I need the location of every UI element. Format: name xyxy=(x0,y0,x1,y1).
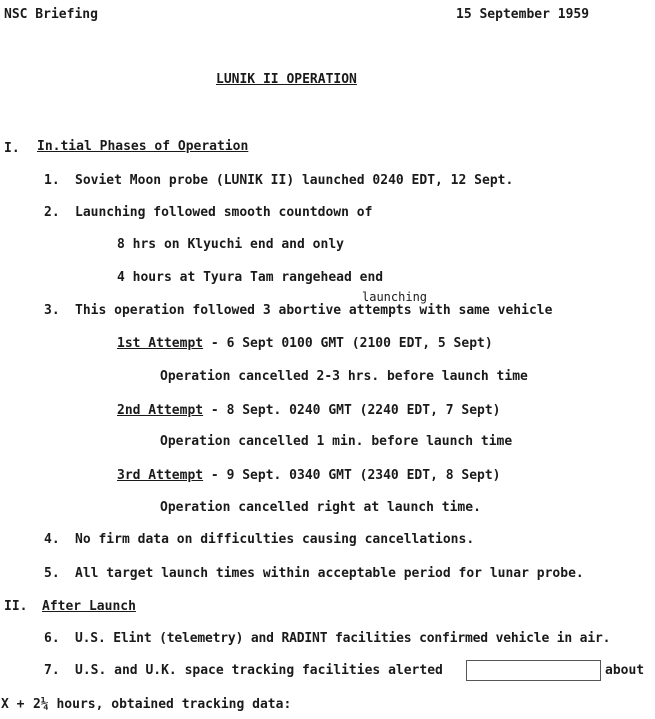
item-3-number: 3. xyxy=(44,303,60,318)
item-7-after: about xyxy=(605,663,645,678)
item-2-text: Launching followed smooth countdown of xyxy=(75,205,373,220)
header-date: 15 September 1959 xyxy=(456,7,590,22)
attempt-2-label: 2nd Attempt xyxy=(117,403,204,418)
item-5-text: All target launch times within acceptable period for lunar probe. xyxy=(75,566,584,581)
item-7-number: 7. xyxy=(44,663,60,678)
item-2-line-3: 4 hours at Tyura Tam rangehead end xyxy=(117,270,384,285)
document-title: LUNIK II OPERATION xyxy=(216,72,357,87)
item-1-text: Soviet Moon probe (LUNIK II) launched 0240 EDT, 12 Sept. xyxy=(75,173,514,188)
item-6-number: 6. xyxy=(44,631,60,646)
attempt-3 xyxy=(117,468,501,484)
attempt-1-label: 1st Attempt xyxy=(117,336,204,351)
item-4-text: No firm data on difficulties causing cancellations. xyxy=(75,532,475,547)
section-1-heading: In.tial Phases of Operation xyxy=(37,139,249,154)
attempt-3-label: 3rd Attempt xyxy=(117,468,204,483)
item-5-number: 5. xyxy=(44,566,60,581)
attempt-1-detail: - 6 Sept 0100 GMT (2100 EDT, 5 Sept) xyxy=(203,336,493,351)
attempt-2-note: Operation cancelled 1 min. before launch time xyxy=(160,434,513,449)
item-3-insertion: launching xyxy=(362,290,428,304)
header-left: NSC Briefing xyxy=(4,7,98,22)
attempt-3-detail: - 9 Sept. 0340 GMT (2340 EDT, 8 Sept) xyxy=(203,468,501,483)
section-1-numeral: I. xyxy=(4,141,20,156)
item-2-line-2: 8 hrs on Klyuchi end and only xyxy=(117,237,344,252)
item-1-number: 1. xyxy=(44,173,60,188)
attempt-3-note: Operation cancelled right at launch time. xyxy=(160,500,481,515)
item-7-text: U.S. and U.K. space tracking facilities alerted xyxy=(75,663,443,678)
continuation-text: 2¼ hours, obtained tracking data: xyxy=(33,697,292,712)
item-3-text: This operation followed 3 abortive attempts with same vehicle xyxy=(75,303,553,318)
section-2-heading: After Launch xyxy=(42,599,136,614)
item-6-text: U.S. Elint (telemetry) and RADINT facilities confirmed vehicle in air. xyxy=(75,631,611,646)
item-4-number: 4. xyxy=(44,532,60,547)
attempt-2-detail: - 8 Sept. 0240 GMT (2240 EDT, 7 Sept) xyxy=(203,403,501,418)
attempt-1-note: Operation cancelled 2-3 hrs. before launch time xyxy=(160,369,528,384)
redaction-box xyxy=(466,660,601,681)
attempt-1 xyxy=(117,336,493,352)
handwritten-mark: X + xyxy=(1,697,25,712)
attempt-2 xyxy=(117,403,501,419)
item-2-number: 2. xyxy=(44,205,60,220)
section-2-numeral: II. xyxy=(4,599,28,614)
